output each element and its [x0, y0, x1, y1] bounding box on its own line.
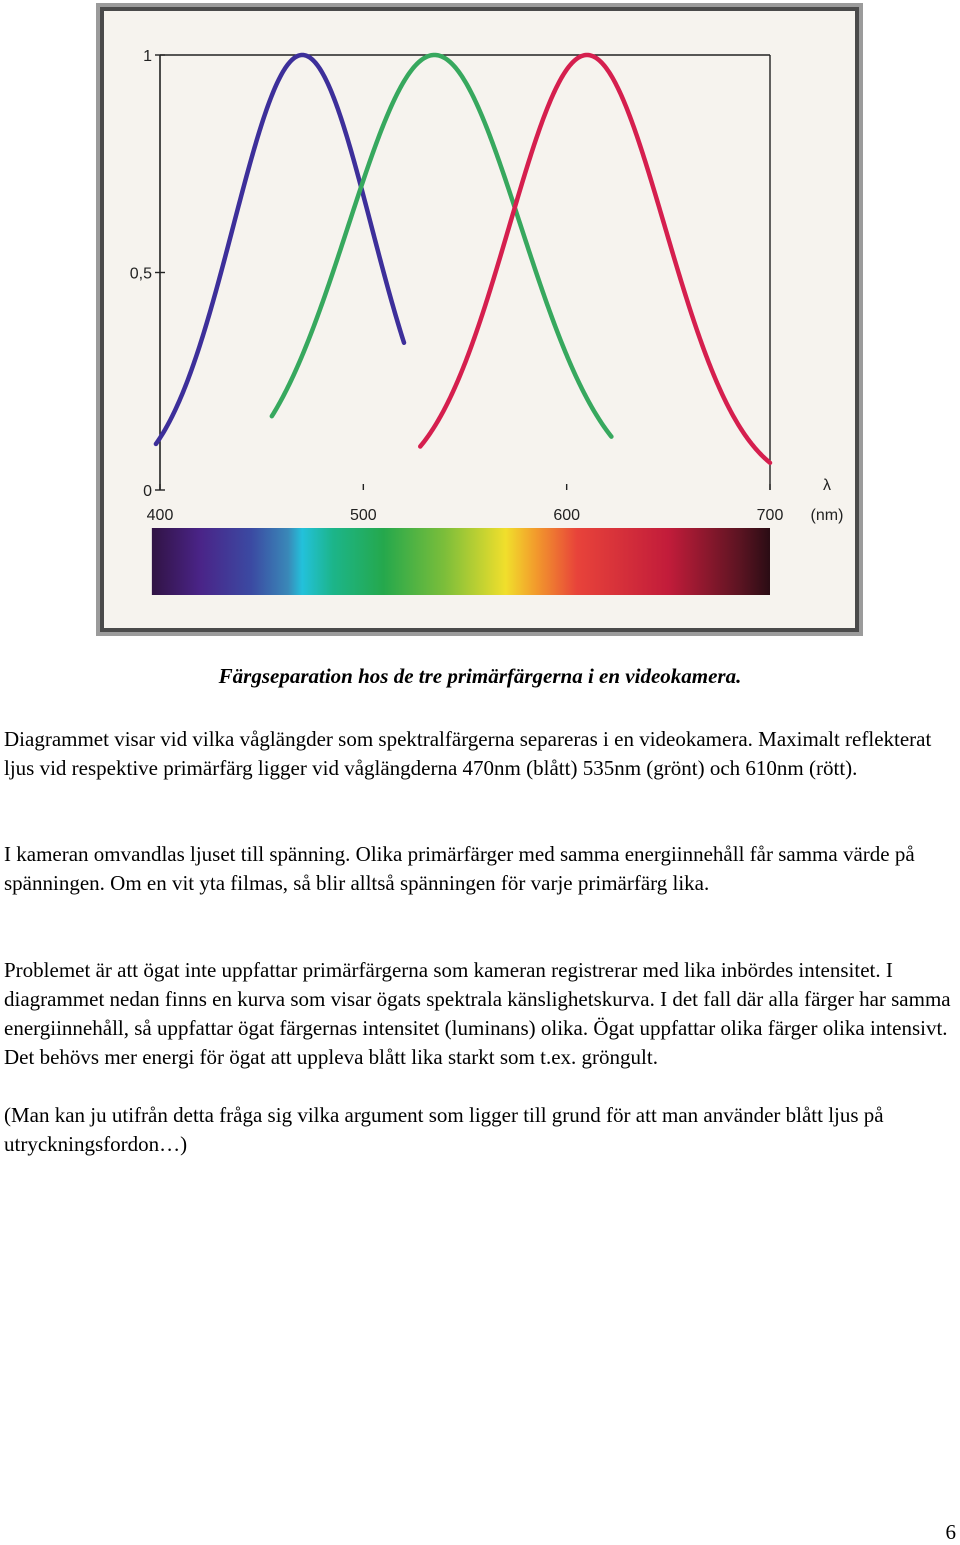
spectral-chart-svg — [96, 3, 863, 636]
x-tick-label: 600 — [553, 507, 581, 524]
paragraph-eye-sensitivity: Problemet är att ögat inte uppfattar primärfärgerna som kameran registrerar med lika inbördes intensitet. I diagrammet nedan finns en kurva som visar ögats spektrala känslighetskurva. I det fall där alla färger har samma energiinnehåll, så uppfattar ögat färgernas intensitet (luminans) olika. Ögat uppfattar olika färger olika intensivt. Det behövs mer energi för ögat att uppleva blått lika starkt som t.ex. gröngult. — [4, 958, 951, 1069]
x-tick-label: 700 — [756, 507, 784, 524]
spectral-figure — [96, 3, 863, 636]
x-tick-label: 400 — [146, 507, 174, 524]
y-tick-label: 0,5 — [129, 265, 152, 283]
y-tick-label: 1 — [143, 48, 152, 65]
paragraph-emergency-vehicles: (Man kan ju utifrån detta fråga sig vilka argument som ligger till grund för att man använder blått ljus på utryckningsfordon…) — [4, 1103, 884, 1156]
paragraph-voltage: I kameran omvandlas ljuset till spänning. Olika primärfärger med samma energiinnehåll får samma värde på spänningen. Om en vit yta filmas, så blir alltså spänningen för varje primärfärg lika. — [4, 842, 915, 895]
x-tick-label: 500 — [349, 507, 377, 524]
y-tick-label: 0 — [143, 483, 152, 500]
page-number: 6 — [945, 1520, 956, 1544]
paragraph-wavelengths: Diagrammet visar vid vilka våglängder som spektralfärgerna separeras i en videokamera. Maximalt reflekterat ljus vid respektive primärfärg ligger vid våglängderna 470nm (blått) 535nm (grönt) och 610nm (rött). — [4, 727, 932, 780]
spectrum-bar — [152, 528, 770, 595]
figure-caption: Färgseparation hos de tre primärfärgerna i en videokamera. — [218, 664, 742, 688]
x-axis-unit: (nm) — [810, 507, 844, 524]
x-axis-label: λ — [823, 477, 831, 494]
